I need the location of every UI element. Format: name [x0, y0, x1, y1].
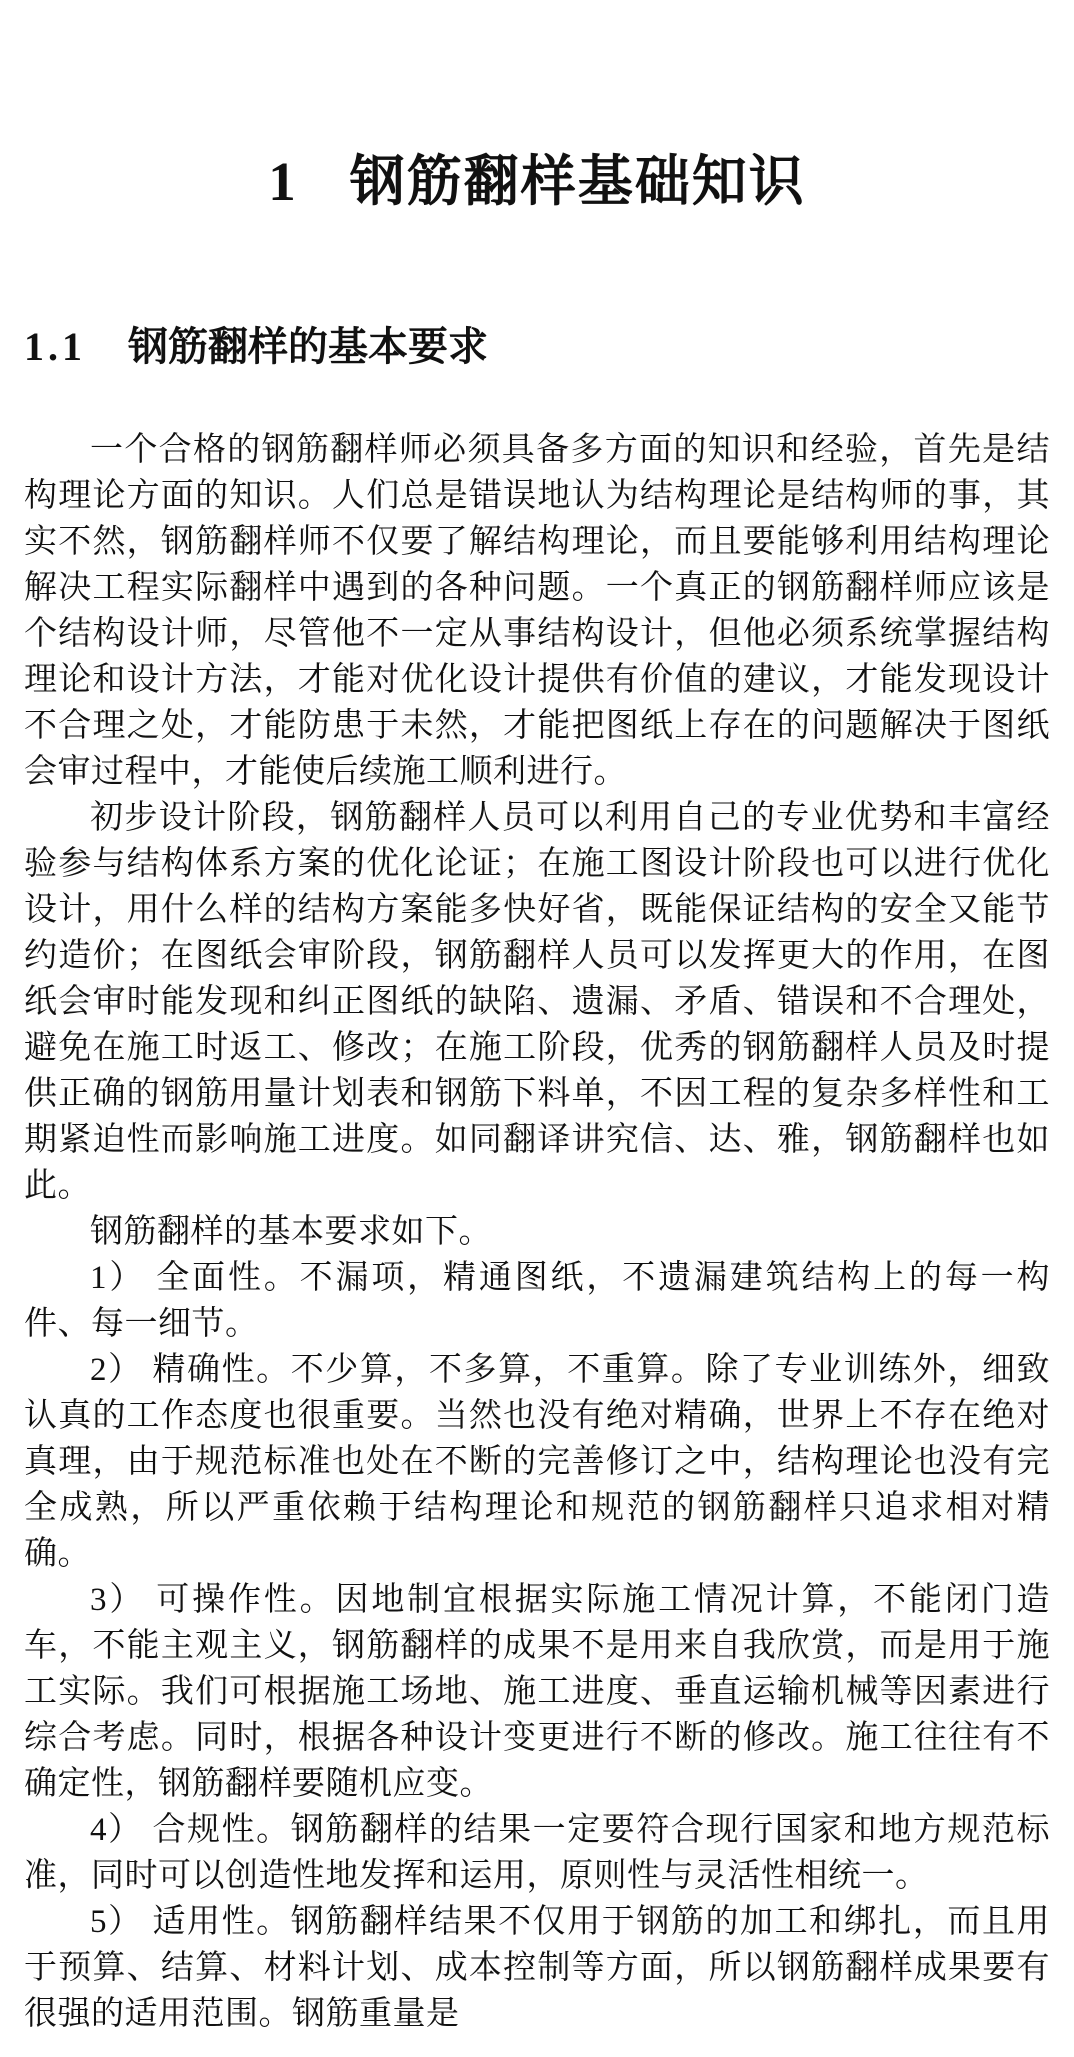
chapter-heading [24, 152, 1050, 213]
body-paragraph-list-item: 3） 可操作性。因地制宜根据实际施工情况计算，不能闭门造车，不能主观主义，钢筋翻样的成果不是用来自我欣赏，而是用于施工实际。我们可根据施工场地、施工进度、垂直运输机械等因素进行综合考虑。同时，根据各种设计变更进行不断的修改。施工往往有不确定性，钢筋翻样要随机应变。 [24, 1581, 1050, 1802]
chapter-title: 钢筋翻样基础知识 [349, 151, 806, 212]
body-paragraph-list-item: 2） 精确性。不少算，不多算，不重算。除了专业训练外，细致认真的工作态度也很重要。当然也没有绝对精确，世界上不存在绝对真理，由于规范标准也处在不断的完善修订之中，结构理论也没有完全成熟，所以严重依赖于结构理论和规范的钢筋翻样只追求相对精确。 [24, 1351, 1050, 1572]
chapter-number: 1 [268, 151, 298, 212]
body-paragraph-list-item: 5） 适用性。钢筋翻样结果不仅用于钢筋的加工和绑扎，而且用于预算、结算、材料计划、成本控制等方面，所以钢筋翻样成果要有很强的适用范围。钢筋重量是 [24, 1903, 1050, 2032]
body-paragraph-list-item: 4） 合规性。钢筋翻样的结果一定要符合现行国家和地方规范标准，同时可以创造性地发挥和运用，原则性与灵活性相统一。 [24, 1811, 1050, 1894]
section-number: 1.1 [24, 323, 86, 369]
body-paragraph: 钢筋翻样的基本要求如下。 [90, 1213, 492, 1250]
section-heading [24, 325, 1050, 369]
body-paragraph: 初步设计阶段，钢筋翻样人员可以利用自己的专业优势和丰富经验参与结构体系方案的优化论证；在施工图设计阶段也可以进行优化设计，用什么样的结构方案能多快好省，既能保证结构的安全又能节约造价；在图纸会审阶段，钢筋翻样人员可以发挥更大的作用，在图纸会审时能发现和纠正图纸的缺陷、遗漏、矛盾、错误和不合理处，避免在施工时返工、修改；在施工阶段，优秀的钢筋翻样人员及时提供正确的钢筋用量计划表和钢筋下料单，不因工程的复杂多样性和工期紧迫性而影响施工进度。如同翻译讲究信、达、雅，钢筋翻样也如此。 [24, 799, 1050, 1204]
body-paragraph-list-item: 1） 全面性。不漏项，精通图纸，不遗漏建筑结构上的每一构件、每一细节。 [24, 1259, 1050, 1342]
body-paragraph: 一个合格的钢筋翻样师必须具备多方面的知识和经验，首先是结构理论方面的知识。人们总是错误地认为结构理论是结构师的事，其实不然，钢筋翻样师不仅要了解结构理论，而且要能够利用结构理论解决工程实际翻样中遇到的各种问题。一个真正的钢筋翻样师应该是个结构设计师，尽管他不一定从事结构设计，但他必须系统掌握结构理论和设计方法，才能对优化设计提供有价值的建议，才能发现设计不合理之处，才能防患于未然，才能把图纸上存在的问题解决于图纸会审过程中，才能使后续施工顺利进行。 [24, 431, 1050, 790]
body-text [24, 427, 1050, 2037]
section-title: 钢筋翻样的基本要求 [128, 323, 488, 369]
